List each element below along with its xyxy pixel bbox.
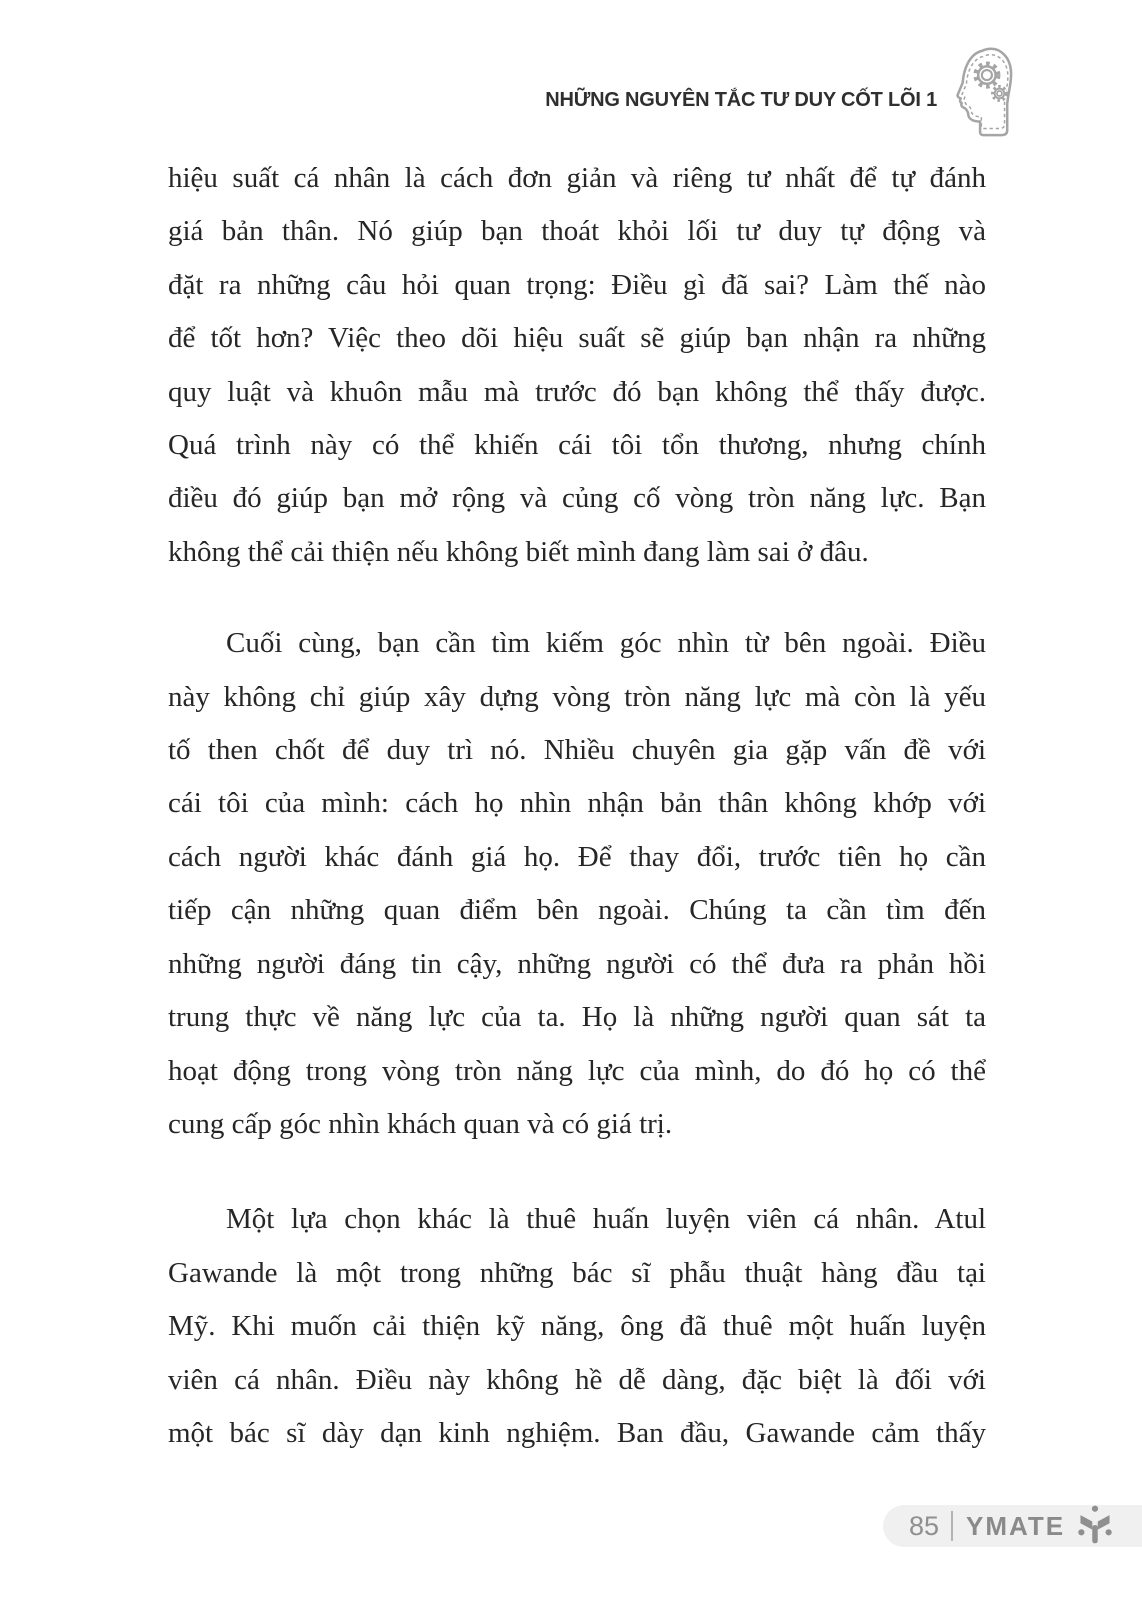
text-line: tiếp cận những quan điểm bên ngoài. Chúng ta cần tìm đến	[168, 894, 986, 927]
text-line: tố then chốt để duy trì nó. Nhiều chuyên gia gặp vấn đề với	[168, 734, 986, 767]
text-line: Gawande là một trong những bác sĩ phẫu thuật hàng đầu tại	[168, 1256, 986, 1289]
page-header	[545, 46, 1014, 139]
text-line: cái tôi của mình: cách họ nhìn nhận bản thân không khớp với	[168, 787, 986, 820]
running-title: NHỮNG NGUYÊN TẮC TƯ DUY CỐT LÕI 1	[545, 89, 937, 111]
paragraph	[168, 1193, 986, 1460]
text-line: hoạt động trong vòng tròn năng lực của mình, do đó họ có thể	[168, 1054, 986, 1087]
footer-divider	[951, 1511, 953, 1541]
footer-bar	[883, 1505, 1142, 1547]
text-line: viên cá nhân. Điều này không hề dễ dàng, đặc biệt là đối với	[168, 1363, 986, 1396]
text-line: Quá trình này có thể khiến cái tôi tổn thương, nhưng chính	[168, 429, 986, 462]
text-line: cách người khác đánh giá họ. Để thay đổi, trước tiên họ cần	[168, 840, 986, 873]
text-line: giá bản thân. Nó giúp bạn thoát khỏi lối tư duy tự động và	[168, 215, 986, 248]
text-line: Một lựa chọn khác là thuê huấn luyện viên cá nhân. Atul	[226, 1203, 986, 1236]
text-line: điều đó giúp bạn mở rộng và củng cố vòng tròn năng lực. Bạn	[168, 482, 986, 515]
text-line: để tốt hơn? Việc theo dõi hiệu suất sẽ giúp bạn nhận ra những	[168, 322, 986, 355]
text-line: Mỹ. Khi muốn cải thiện kỹ năng, ông đã thuê một huấn luyện	[168, 1310, 986, 1343]
text-line: Cuối cùng, bạn cần tìm kiếm góc nhìn từ bên ngoài. Điều	[226, 627, 986, 660]
page-body	[168, 152, 986, 1460]
text-line: hiệu suất cá nhân là cách đơn giản và riêng tư nhất để tự đánh	[168, 162, 986, 194]
text-line: trung thực về năng lực của ta. Họ là những người quan sát ta	[168, 1001, 986, 1034]
text-line: đặt ra những câu hỏi quan trọng: Điều gì đã sai? Làm thế nào	[168, 268, 986, 301]
text-line: này không chỉ giúp xây dựng vòng tròn năng lực mà còn là yếu	[168, 680, 986, 713]
text-line: quy luật và khuôn mẫu mà trước đó bạn không thể thấy được.	[168, 375, 986, 408]
head-with-gears-icon	[952, 46, 1014, 139]
text-line: những người đáng tin cậy, những người có thể đưa ra phản hồi	[168, 947, 986, 980]
text-line: không thể cải thiện nếu không biết mình đang làm sai ở đâu.	[168, 535, 869, 568]
page-number: 85	[909, 1510, 940, 1541]
paragraph	[168, 617, 986, 1151]
text-line: cung cấp góc nhìn khách quan và có giá trị.	[168, 1107, 673, 1140]
paragraph	[168, 152, 986, 579]
ymate-logo-icon	[1065, 1504, 1115, 1548]
text-line: một bác sĩ dày dạn kinh nghiệm. Ban đầu, Gawande cảm thấy	[168, 1416, 986, 1449]
brand-name: YMATE	[966, 1510, 1066, 1541]
